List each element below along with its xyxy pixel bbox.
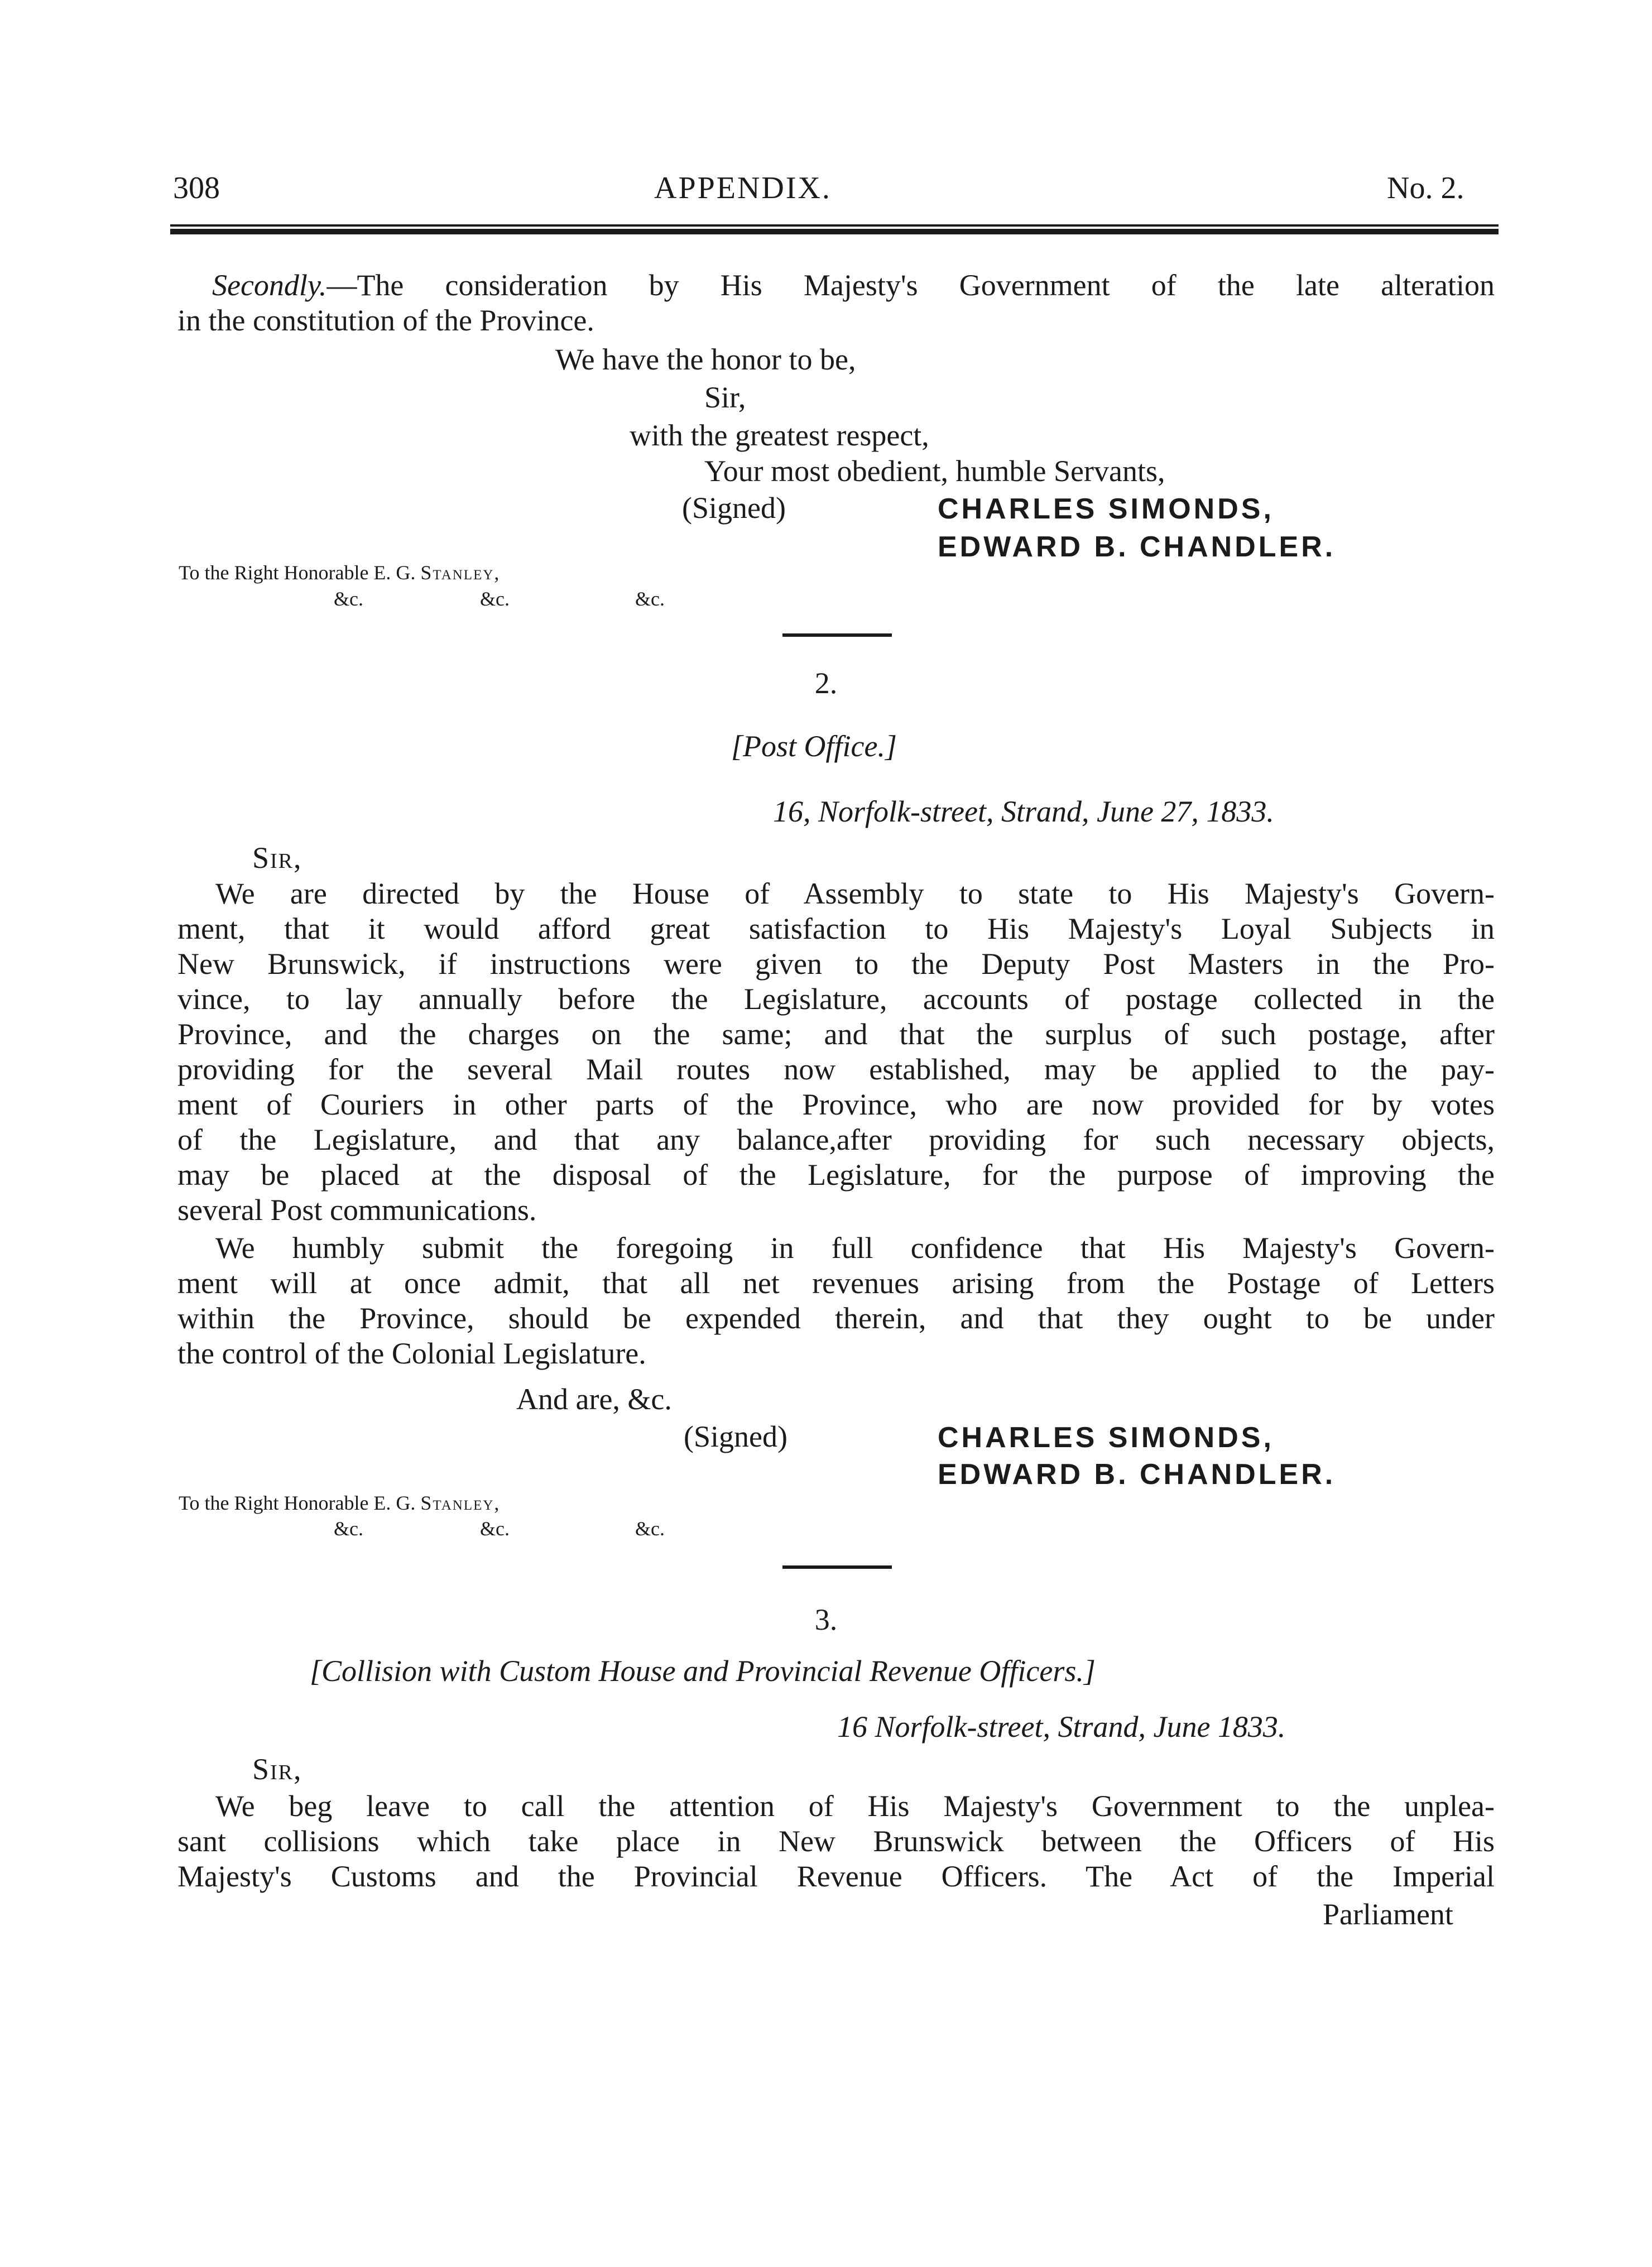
letter2-addressee-name: Stanley,: [420, 1492, 501, 1514]
letter2-p1-line: We are directed by the House of Assembly to state to His Majesty's Govern-: [215, 877, 1495, 910]
letter2-p2-line: within the Province, should be expended therein, and that they ought to be under: [177, 1301, 1495, 1335]
section-divider-1: [782, 633, 892, 637]
letter2-signed-label: (Signed): [684, 1420, 787, 1453]
header-rule-top: [170, 224, 1499, 227]
letter3-number: 3.: [814, 1603, 838, 1636]
letter2-p1-line: several Post communications.: [177, 1193, 537, 1227]
page-title: APPENDIX.: [654, 171, 832, 205]
letter3-p1-line: sant collisions which take place in New Brunswick between the Officers of His: [177, 1824, 1495, 1858]
letter2-dateline: 16, Norfolk-street, Strand, June 27, 1833.: [773, 795, 1274, 828]
letter3-paragraph-1: [177, 1789, 1495, 1894]
letter1-etc-1: &c.: [334, 588, 363, 610]
letter2-p1-line: New Brunswick, if instructions were given to the Deputy Post Masters in the Pro-: [177, 947, 1495, 981]
catchword: Parliament: [1323, 1898, 1453, 1931]
letter1-addressee: [179, 561, 500, 584]
letter2-paragraph-1: [177, 876, 1495, 1228]
letter3-heading: [Collision with Custom House and Provincial Revenue Officers.]: [310, 1654, 1096, 1688]
letter2-p1-line: Province, and the charges on the same; and that the surplus of such postage, after: [177, 1017, 1495, 1051]
letter2-p2-line: ment will at once admit, that all net revenues arising from the Postage of Letters: [177, 1266, 1495, 1300]
letter1-signatory-1: CHARLES SIMONDS,: [938, 493, 1274, 525]
letter2-heading: [Post Office.]: [731, 729, 897, 763]
letter2-paragraph-2: [177, 1231, 1495, 1371]
letter3-salutation: Sir,: [252, 1752, 302, 1786]
letter2-p2-line: We humbly submit the foregoing in full confidence that His Majesty's Govern-: [215, 1231, 1495, 1265]
letter2-signatory-2: EDWARD B. CHANDLER.: [938, 1458, 1336, 1491]
letter1-line-1-text: —The consideration by His Majesty's Government of the late alteration: [326, 268, 1495, 302]
letter1-line-2: in the constitution of the Province.: [177, 304, 594, 337]
section-number: No. 2.: [1387, 171, 1464, 205]
letter2-addressee-prefix: To the Right Honorable E. G.: [179, 1492, 416, 1514]
letter2-number: 2.: [814, 666, 838, 700]
letter1-addressee-name: Stanley,: [420, 561, 501, 584]
letter2-p1-line: ment of Couriers in other parts of the Province, who are now provided for by votes: [177, 1088, 1495, 1121]
letter1-closing-2: Sir,: [704, 381, 746, 414]
page-number: 308: [173, 171, 220, 205]
letter2-p2-line: the control of the Colonial Legislature.: [177, 1337, 646, 1370]
letter2-etc-2: &c.: [480, 1517, 510, 1540]
letter1-line-1: [177, 268, 1495, 303]
letter1-signatory-2: EDWARD B. CHANDLER.: [938, 531, 1336, 563]
letter3-dateline: 16 Norfolk-street, Strand, June 1833.: [837, 1710, 1286, 1744]
letter2-p1-line: of the Legislature, and that any balance,after providing for such necessary objects,: [177, 1123, 1495, 1156]
letter1-etc-2: &c.: [480, 588, 510, 610]
letter1-closing-3: with the greatest respect,: [630, 419, 929, 452]
letter2-etc-3: &c.: [635, 1517, 665, 1540]
letter1-paragraph: [177, 268, 1495, 338]
header-rule-bottom: [170, 229, 1499, 234]
letter2-closing: And are, &c.: [516, 1382, 672, 1416]
letter2-p1-line: ment, that it would afford great satisfaction to His Majesty's Loyal Subjects in: [177, 912, 1495, 945]
letter1-closing-4: Your most obedient, humble Servants,: [704, 454, 1165, 488]
letter1-lead: Secondly.: [212, 268, 327, 302]
letter2-p1-line: providing for the several Mail routes now established, may be applied to the pay-: [177, 1053, 1495, 1086]
letter1-signed-label: (Signed): [682, 491, 786, 525]
letter3-p1-line: We beg leave to call the attention of His Majesty's Government to the unplea-: [215, 1789, 1495, 1823]
letter2-etc-1: &c.: [334, 1517, 363, 1540]
letter2-addressee: [179, 1491, 500, 1515]
letter1-etc-3: &c.: [635, 588, 665, 610]
letter2-p1-line: vince, to lay annually before the Legislature, accounts of postage collected in the: [177, 982, 1495, 1016]
letter3-p1-line: Majesty's Customs and the Provincial Revenue Officers. The Act of the Imperial: [177, 1860, 1495, 1893]
letter1-closing-1: We have the honor to be,: [555, 343, 856, 376]
letter2-salutation: Sir,: [252, 841, 302, 875]
letter2-p1-line: may be placed at the disposal of the Legislature, for the purpose of improving the: [177, 1158, 1495, 1192]
letter1-addressee-prefix: To the Right Honorable E. G.: [179, 561, 416, 584]
letter2-signatory-1: CHARLES SIMONDS,: [938, 1421, 1274, 1454]
section-divider-2: [782, 1565, 892, 1569]
